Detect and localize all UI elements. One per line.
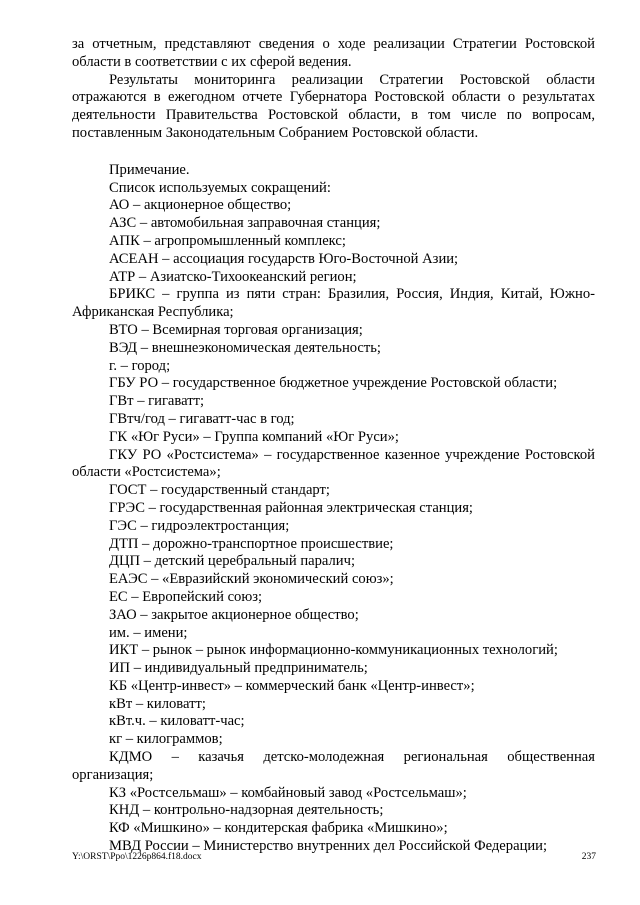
abbreviation-item: кВт – киловатт; [109,695,206,712]
abbreviation-item: ВЭД – внешнеэкономическая деятельность; [109,339,381,356]
abbreviation-item: АЗС – автомобильная заправочная станция; [109,215,381,232]
abbreviation-item: ЕАЭС – «Евразийский экономический союз»; [109,571,394,588]
abbreviation-item: ГЭС – гидроэлектростанция; [109,517,290,534]
abbreviation-item: ДЦП – детский церебральный паралич; [109,553,355,570]
abbreviation-item: АПК – агропромышленный комплекс; [109,232,346,249]
abbreviation-item: АО – акционерное общество; [109,197,292,214]
note-title: Примечание. [109,161,190,178]
document-body [72,36,595,856]
abbreviation-item: МВД России – Министерство внутренних дел Российской Федерации; [109,838,548,855]
abbreviation-item: ДТП – дорожно-транспортное происшествие; [109,535,394,552]
abbreviation-item: КДМО – казачья детско-молодежная региональная общественная организация; [72,749,595,783]
abbreviation-item: ГКУ РО «Ростсистема» – государственное казенное учреждение Ростовской области «Ростсистема»; [72,446,595,481]
paragraph-monitoring-results: Результаты мониторинга реализации Стратегии Ростовской области отражаются в ежегодном отчете Губернатора Ростовской области о результатах деятельности Правительства Ростовской области, в том числе по вопросам, поставленным Законодательным Собранием Ростовской области. [72,71,595,141]
file-path: Y:\ORST\Ppo\1226p864.f18.docx [72,852,202,862]
paragraph-continuation: за отчетным, представляют сведения о ходе реализации Стратегии Ростовской области в соответствии с их сферой ведения. [72,36,595,70]
abbreviation-item: ГВтч/год – гигаватт-час в год; [109,410,295,427]
abbreviation-item: ГК «Юг Руси» – Группа компаний «Юг Руси»; [109,428,399,445]
abbreviation-item: АСЕАН – ассоциация государств Юго-Восточной Азии; [109,250,459,267]
abbreviation-item: ЗАО – закрытое акционерное общество; [109,606,359,623]
abbreviation-item: ГБУ РО – государственное бюджетное учреждение Ростовской области; [109,375,558,392]
abbreviation-item: кг – килограммов; [109,731,223,748]
page-footer [72,852,596,862]
abbreviations-list-title: Список используемых сокращений: [109,179,331,196]
abbreviation-item: КНД – контрольно-надзорная деятельность; [109,802,384,819]
abbreviation-item: ЕС – Европейский союз; [109,588,263,605]
abbreviation-item: БРИКС – группа из пяти стран: Бразилия, Россия, Индия, Китай, Южно-Африканская Республика; [72,286,595,321]
abbreviation-item: КБ «Центр-инвест» – коммерческий банк «Центр-инвест»; [109,677,475,694]
abbreviations-list [72,197,595,855]
abbreviation-item: г. – город; [109,357,171,374]
abbreviation-item: им. – имени; [109,624,188,641]
abbreviation-item: ГОСТ – государственный стандарт; [109,482,330,499]
abbreviation-item: ВТО – Всемирная торговая организация; [109,321,363,338]
abbreviation-item: КЗ «Ростсельмаш» – комбайновый завод «Ростсельмаш»; [109,784,467,801]
abbreviation-item: ГРЭС – государственная районная электрическая станция; [109,499,473,516]
abbreviation-item: ИКТ – рынок – рынок информационно-коммуникационных технологий; [109,642,558,659]
page-number: 237 [581,852,596,862]
abbreviation-item: КФ «Мишкино» – кондитерская фабрика «Мишкино»; [109,820,448,837]
abbreviation-item: ИП – индивидуальный предприниматель; [109,660,368,677]
abbreviation-item: кВт.ч. – киловатт-час; [109,713,245,730]
abbreviation-item: АТР – Азиатско-Тихоокеанский регион; [109,268,357,285]
abbreviation-item: ГВт – гигаватт; [109,393,205,410]
spacer [72,143,595,162]
